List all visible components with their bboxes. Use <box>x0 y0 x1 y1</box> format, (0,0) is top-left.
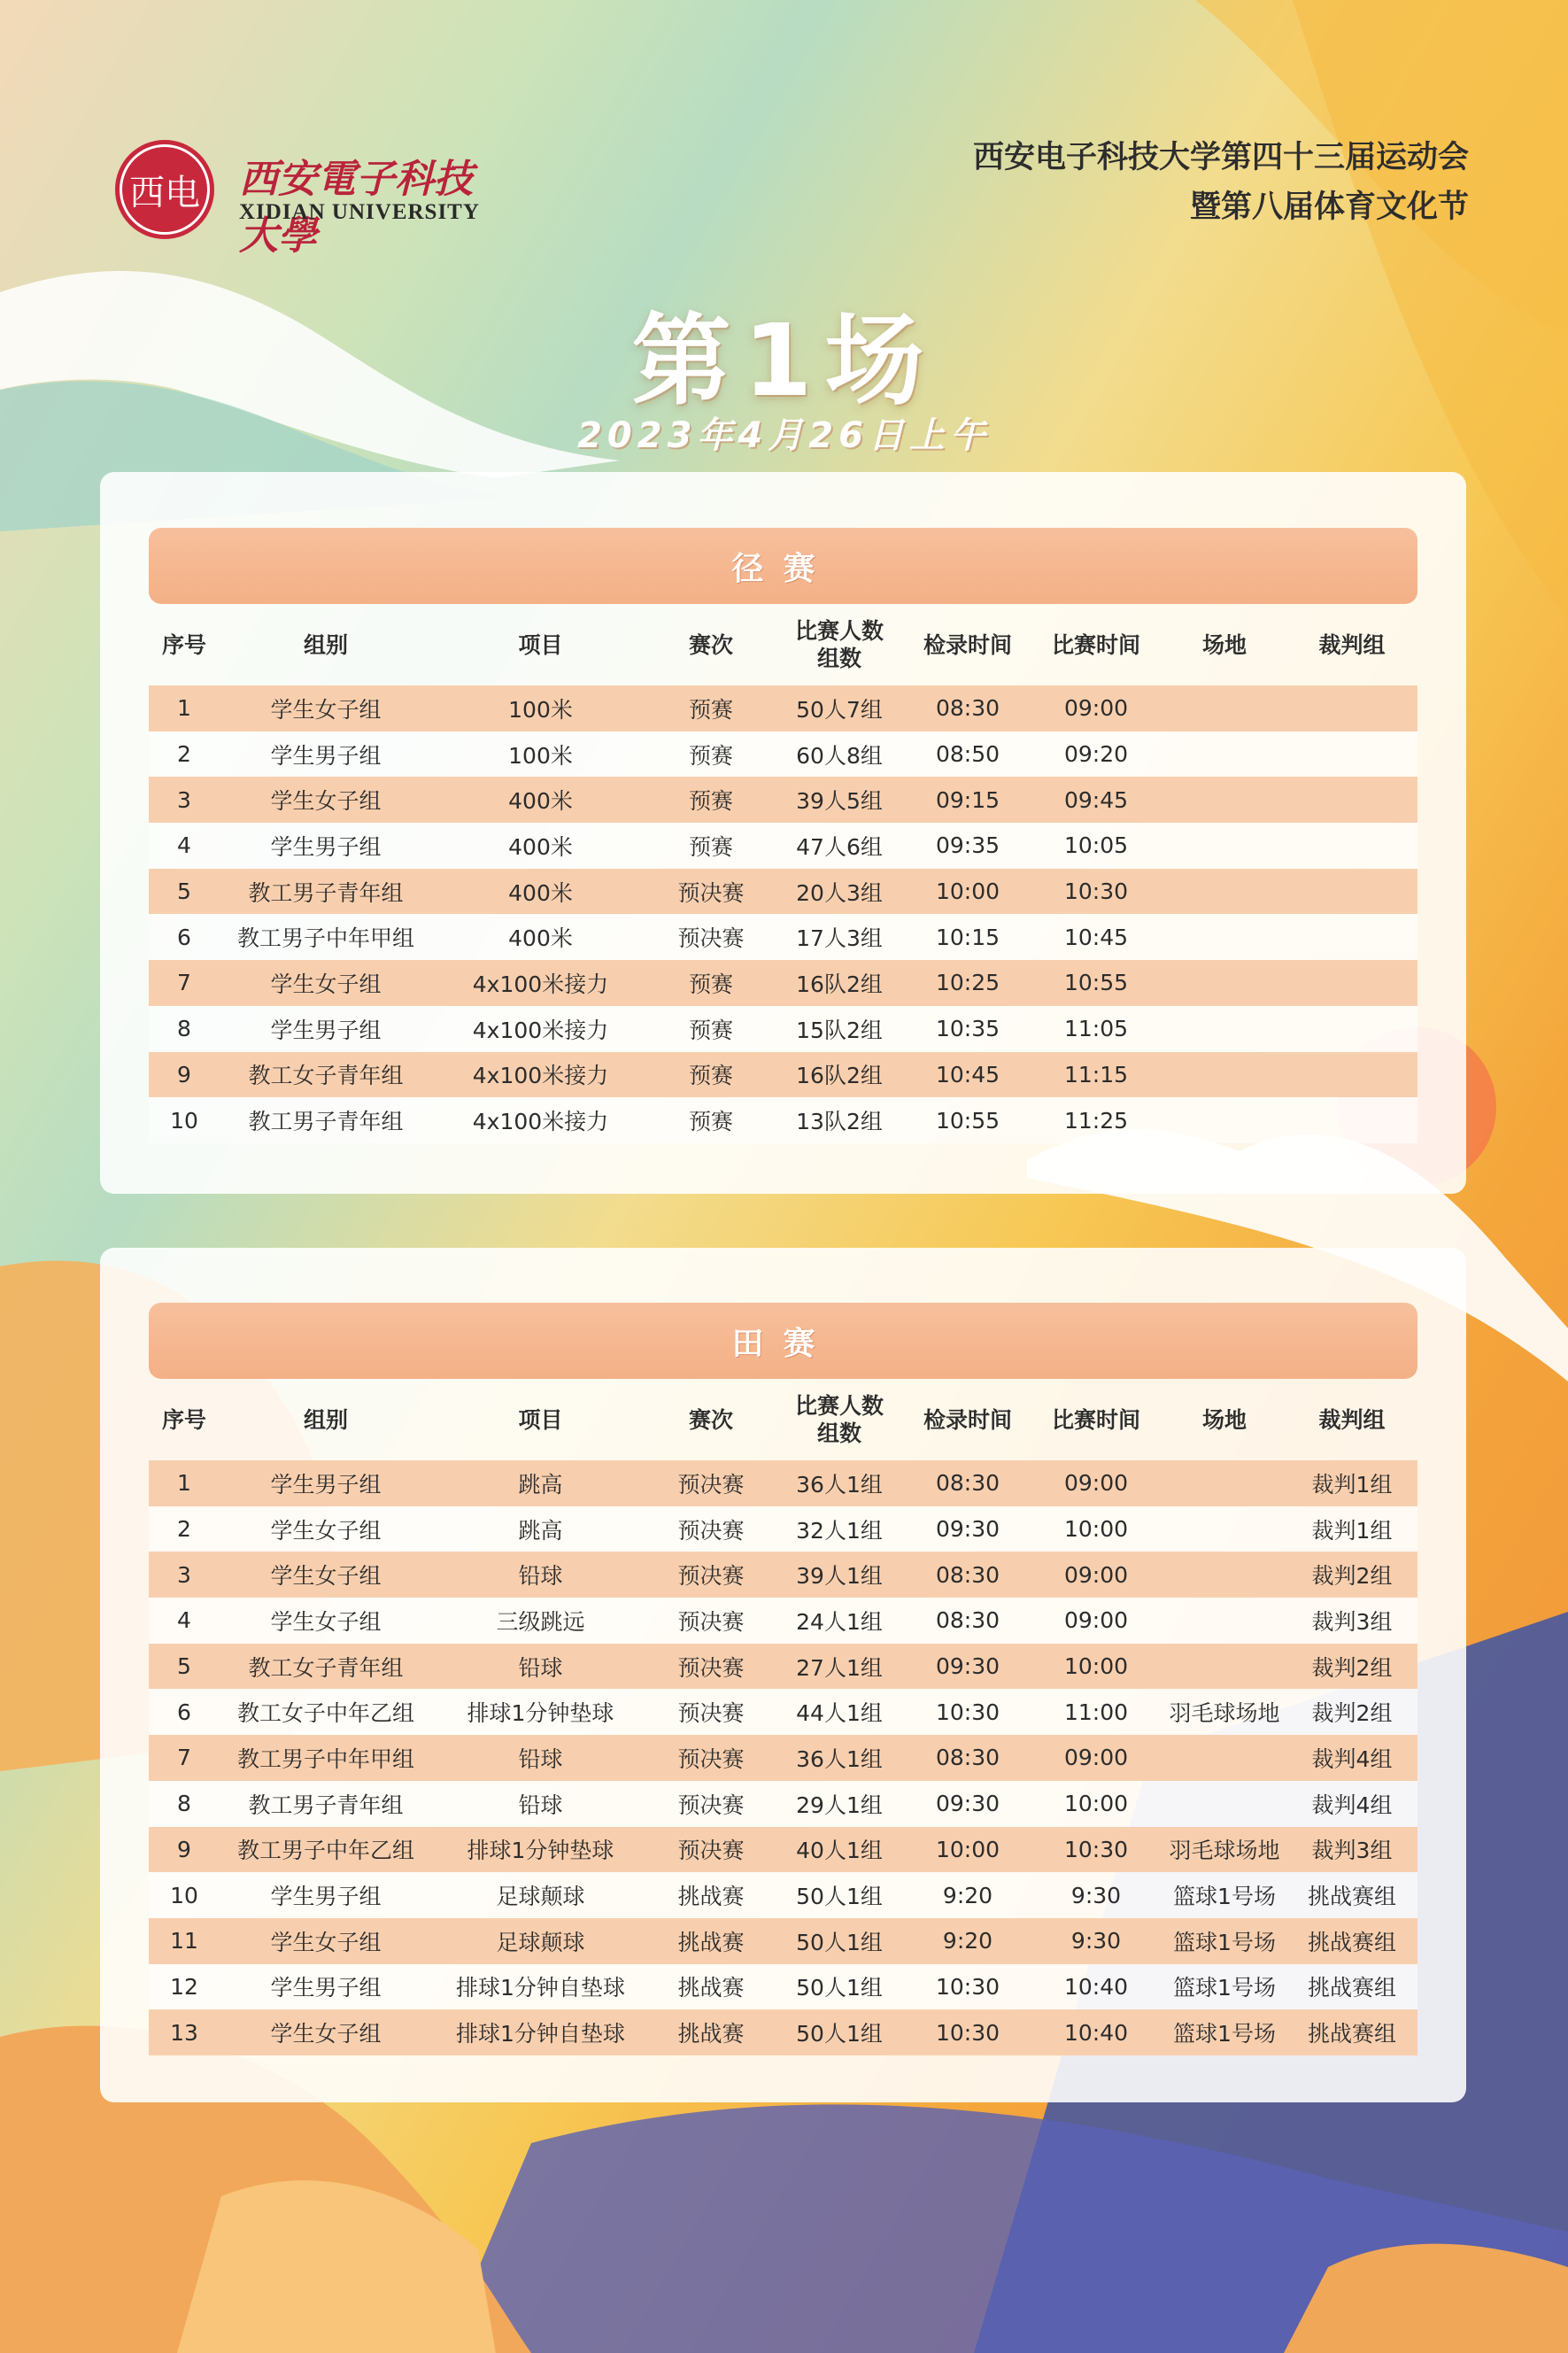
session-title: 第1场 <box>631 304 937 419</box>
col-venue-cell <box>1162 960 1286 1006</box>
col-count-cell: 50人1组 <box>773 1872 906 1918</box>
col-round-cell: 预赛 <box>649 823 773 869</box>
col-checkin-time-cell: 10:30 <box>906 2009 1030 2055</box>
col-event-cell: 400米 <box>432 777 649 823</box>
col-count-cell: 50人1组 <box>773 1964 906 2010</box>
col-start-time-cell: 09:20 <box>1030 731 1162 778</box>
col-count-cell: 13队2组 <box>773 1097 906 1143</box>
col-start-time-cell: 09:00 <box>1030 685 1162 731</box>
col-event-cell: 铅球 <box>432 1644 649 1690</box>
col-round-header: 赛次 <box>688 1406 733 1433</box>
col-venue-cell <box>1162 685 1286 731</box>
col-checkin-time-cell: 10:35 <box>906 1006 1030 1052</box>
col-count-cell: 27人1组 <box>773 1644 906 1690</box>
col-index-cell: 7 <box>149 1735 220 1781</box>
col-group-cell: 学生女子组 <box>220 960 432 1006</box>
col-venue-cell <box>1162 869 1286 915</box>
col-checkin-time-cell: 08:30 <box>906 1735 1030 1781</box>
col-event-cell: 4x100米接力 <box>432 1097 649 1143</box>
col-count-cell: 16队2组 <box>773 1052 906 1098</box>
col-start-time-cell: 11:25 <box>1030 1097 1162 1143</box>
col-index-cell: 2 <box>149 731 220 778</box>
table-row <box>149 1827 1417 1873</box>
col-start-time-header: 比赛时间 <box>1051 631 1140 658</box>
col-group-cell: 学生男子组 <box>220 1964 432 2010</box>
track-events-card <box>100 472 1466 1194</box>
col-count-cell: 29人1组 <box>773 1781 906 1827</box>
col-judges-cell: 裁判1组 <box>1286 1506 1417 1552</box>
col-round-cell: 预赛 <box>649 1097 773 1143</box>
col-count-cell: 32人1组 <box>773 1506 906 1552</box>
col-round-cell: 预决赛 <box>649 1506 773 1552</box>
col-round-cell: 预决赛 <box>649 1781 773 1827</box>
col-judges-cell <box>1286 914 1417 960</box>
col-count-cell: 47人6组 <box>773 823 906 869</box>
col-group-cell: 学生女子组 <box>220 777 432 823</box>
col-index-cell: 7 <box>149 960 220 1006</box>
col-round-cell: 预决赛 <box>649 1552 773 1598</box>
col-venue-cell <box>1162 823 1286 869</box>
col-round-cell: 预决赛 <box>649 1598 773 1644</box>
col-judges-header: 裁判组 <box>1318 1406 1386 1433</box>
col-count-cell: 60人8组 <box>773 731 906 778</box>
event-title-line2: 暨第八届体育文化节 <box>1189 190 1469 225</box>
col-count-cell: 39人1组 <box>773 1552 906 1598</box>
col-judges-cell: 挑战赛组 <box>1286 1964 1417 2010</box>
track-section-heading: 径赛 <box>149 528 1417 604</box>
col-event-cell: 跳高 <box>432 1460 649 1506</box>
col-event-cell: 排球1分钟自垫球 <box>432 2009 649 2055</box>
col-venue-cell <box>1162 1460 1286 1506</box>
col-index-cell: 10 <box>149 1097 220 1143</box>
table-row <box>149 2009 1417 2055</box>
col-venue-cell <box>1162 731 1286 778</box>
col-checkin-time-cell: 10:30 <box>906 1689 1030 1735</box>
col-index-header: 序号 <box>161 1406 206 1433</box>
table-row <box>149 1781 1417 1827</box>
col-checkin-time-cell: 10:00 <box>906 869 1030 915</box>
col-event-cell: 足球颠球 <box>432 1872 649 1918</box>
col-index-cell: 4 <box>149 823 220 869</box>
col-venue-cell: 篮球1号场 <box>1162 2009 1286 2055</box>
col-round-cell: 挑战赛 <box>649 1964 773 2010</box>
col-event-cell: 400米 <box>432 869 649 915</box>
col-judges-header: 裁判组 <box>1318 631 1386 658</box>
col-checkin-time-cell: 10:15 <box>906 914 1030 960</box>
table-row <box>149 685 1417 731</box>
col-venue-cell <box>1162 1006 1286 1052</box>
table-header-row <box>149 1379 1417 1460</box>
session-date: 2023年4月26日上午 <box>577 415 991 456</box>
col-index-cell: 5 <box>149 1644 220 1690</box>
field-schedule-table <box>149 1379 1417 2055</box>
logo-english-name: XIDIAN UNIVERSITY <box>239 200 480 224</box>
col-event-cell: 400米 <box>432 914 649 960</box>
col-judges-cell <box>1286 1097 1417 1143</box>
col-judges-cell: 裁判4组 <box>1286 1735 1417 1781</box>
col-checkin-time-cell: 09:30 <box>906 1781 1030 1827</box>
col-event-cell: 铅球 <box>432 1735 649 1781</box>
col-checkin-time-cell: 08:30 <box>906 1552 1030 1598</box>
col-start-time-cell: 10:30 <box>1030 1827 1162 1873</box>
col-event-cell: 铅球 <box>432 1552 649 1598</box>
col-group-cell: 教工男子青年组 <box>220 1097 432 1143</box>
col-checkin-time-cell: 08:30 <box>906 1460 1030 1506</box>
col-venue-cell <box>1162 777 1286 823</box>
col-judges-cell: 裁判2组 <box>1286 1644 1417 1690</box>
col-judges-cell: 裁判3组 <box>1286 1827 1417 1873</box>
col-start-time-cell: 9:30 <box>1030 1872 1162 1918</box>
col-round-cell: 预赛 <box>649 777 773 823</box>
col-group-cell: 教工女子青年组 <box>220 1052 432 1098</box>
col-start-time-cell: 09:00 <box>1030 1598 1162 1644</box>
col-checkin-time-cell: 09:30 <box>906 1506 1030 1552</box>
col-checkin-time-cell: 08:30 <box>906 1598 1030 1644</box>
col-count-cell: 36人1组 <box>773 1735 906 1781</box>
col-count-cell: 44人1组 <box>773 1689 906 1735</box>
col-event-cell: 100米 <box>432 685 649 731</box>
col-count-header: 比赛人数 组数 <box>794 1393 884 1446</box>
col-group-cell: 学生男子组 <box>220 1872 432 1918</box>
col-group-cell: 教工男子中年甲组 <box>220 914 432 960</box>
col-start-time-cell: 11:15 <box>1030 1052 1162 1098</box>
col-round-cell: 挑战赛 <box>649 1872 773 1918</box>
col-start-time-cell: 10:40 <box>1030 1964 1162 2010</box>
col-checkin-time-header: 检录时间 <box>923 1406 1012 1433</box>
col-start-time-cell: 9:30 <box>1030 1918 1162 1964</box>
col-event-cell: 4x100米接力 <box>432 1006 649 1052</box>
table-row <box>149 1735 1417 1781</box>
table-row <box>149 960 1417 1006</box>
col-event-cell: 足球颠球 <box>432 1918 649 1964</box>
col-index-cell: 9 <box>149 1052 220 1098</box>
col-event-header: 项目 <box>518 631 563 658</box>
col-round-header: 赛次 <box>688 631 733 658</box>
col-venue-cell <box>1162 1781 1286 1827</box>
table-row <box>149 1506 1417 1552</box>
col-group-cell: 教工男子青年组 <box>220 1781 432 1827</box>
col-count-cell: 36人1组 <box>773 1460 906 1506</box>
col-round-cell: 挑战赛 <box>649 1918 773 1964</box>
col-count-cell: 39人5组 <box>773 777 906 823</box>
col-checkin-time-cell: 9:20 <box>906 1918 1030 1964</box>
col-round-cell: 预决赛 <box>649 869 773 915</box>
col-judges-cell <box>1286 960 1417 1006</box>
col-group-cell: 教工男子中年乙组 <box>220 1827 432 1873</box>
col-start-time-cell: 10:05 <box>1030 823 1162 869</box>
col-round-cell: 预决赛 <box>649 1644 773 1690</box>
col-group-header: 组别 <box>303 1406 348 1433</box>
col-checkin-time-cell: 10:45 <box>906 1052 1030 1098</box>
col-round-cell: 预决赛 <box>649 1827 773 1873</box>
col-venue-cell <box>1162 914 1286 960</box>
col-start-time-cell: 10:00 <box>1030 1506 1162 1552</box>
col-group-cell: 学生女子组 <box>220 1552 432 1598</box>
col-checkin-time-cell: 09:30 <box>906 1644 1030 1690</box>
col-judges-cell: 裁判4组 <box>1286 1781 1417 1827</box>
col-group-cell: 学生女子组 <box>220 2009 432 2055</box>
col-count-cell: 17人3组 <box>773 914 906 960</box>
col-index-cell: 5 <box>149 869 220 915</box>
col-index-cell: 12 <box>149 1964 220 2010</box>
col-checkin-time-cell: 10:25 <box>906 960 1030 1006</box>
col-index-header: 序号 <box>161 631 206 658</box>
table-row <box>149 1964 1417 2010</box>
col-index-cell: 1 <box>149 685 220 731</box>
col-round-cell: 预赛 <box>649 1052 773 1098</box>
col-index-cell: 2 <box>149 1506 220 1552</box>
table-row <box>149 731 1417 778</box>
table-header-row <box>149 604 1417 685</box>
table-row <box>149 1006 1417 1052</box>
col-index-cell: 6 <box>149 1689 220 1735</box>
col-venue-cell <box>1162 1552 1286 1598</box>
col-group-cell: 学生女子组 <box>220 1506 432 1552</box>
col-count-cell: 50人1组 <box>773 2009 906 2055</box>
col-group-cell: 教工女子青年组 <box>220 1644 432 1690</box>
col-start-time-cell: 09:00 <box>1030 1735 1162 1781</box>
col-start-time-header: 比赛时间 <box>1051 1406 1140 1433</box>
col-venue-header: 场地 <box>1201 1406 1247 1433</box>
col-venue-cell: 篮球1号场 <box>1162 1918 1286 1964</box>
col-round-cell: 预赛 <box>649 685 773 731</box>
col-checkin-time-cell: 09:15 <box>906 777 1030 823</box>
table-row <box>149 1598 1417 1644</box>
col-count-cell: 20人3组 <box>773 869 906 915</box>
col-index-cell: 9 <box>149 1827 220 1873</box>
col-index-cell: 8 <box>149 1781 220 1827</box>
col-group-cell: 学生男子组 <box>220 823 432 869</box>
col-group-header: 组别 <box>303 631 348 658</box>
col-venue-cell <box>1162 1097 1286 1143</box>
col-index-cell: 3 <box>149 777 220 823</box>
col-start-time-cell: 10:55 <box>1030 960 1162 1006</box>
col-start-time-cell: 10:00 <box>1030 1644 1162 1690</box>
table-row <box>149 1644 1417 1690</box>
col-index-cell: 11 <box>149 1918 220 1964</box>
col-judges-cell <box>1286 731 1417 778</box>
col-group-cell: 学生男子组 <box>220 1460 432 1506</box>
table-row <box>149 1552 1417 1598</box>
table-row <box>149 1872 1417 1918</box>
col-venue-cell: 篮球1号场 <box>1162 1964 1286 2010</box>
col-index-cell: 6 <box>149 914 220 960</box>
col-start-time-cell: 10:00 <box>1030 1781 1162 1827</box>
col-index-cell: 1 <box>149 1460 220 1506</box>
event-title-line1: 西安电子科技大学第四十三届运动会 <box>972 140 1469 175</box>
table-row <box>149 1689 1417 1735</box>
col-group-cell: 学生女子组 <box>220 1598 432 1644</box>
col-venue-cell: 篮球1号场 <box>1162 1872 1286 1918</box>
col-round-cell: 预决赛 <box>649 914 773 960</box>
logo-chinese-name: 西安電子科技大學 <box>239 157 473 259</box>
col-judges-cell: 裁判2组 <box>1286 1552 1417 1598</box>
table-row <box>149 1918 1417 1964</box>
col-count-cell: 16队2组 <box>773 960 906 1006</box>
col-checkin-time-cell: 09:35 <box>906 823 1030 869</box>
col-judges-cell: 挑战赛组 <box>1286 1918 1417 1964</box>
col-group-cell: 学生女子组 <box>220 685 432 731</box>
col-start-time-cell: 11:05 <box>1030 1006 1162 1052</box>
col-start-time-cell: 09:00 <box>1030 1460 1162 1506</box>
table-row <box>149 1460 1417 1506</box>
col-group-cell: 教工男子中年甲组 <box>220 1735 432 1781</box>
col-count-cell: 50人1组 <box>773 1918 906 1964</box>
col-round-cell: 预决赛 <box>649 1460 773 1506</box>
col-checkin-time-cell: 10:00 <box>906 1827 1030 1873</box>
col-judges-cell <box>1286 1052 1417 1098</box>
col-round-cell: 预决赛 <box>649 1735 773 1781</box>
col-judges-cell <box>1286 685 1417 731</box>
col-event-cell: 跳高 <box>432 1506 649 1552</box>
col-event-header: 项目 <box>518 1406 563 1433</box>
col-index-cell: 4 <box>149 1598 220 1644</box>
col-start-time-cell: 09:00 <box>1030 1552 1162 1598</box>
col-group-cell: 教工男子青年组 <box>220 869 432 915</box>
col-round-cell: 预赛 <box>649 960 773 1006</box>
col-judges-cell <box>1286 777 1417 823</box>
col-venue-cell: 羽毛球场地 <box>1162 1827 1286 1873</box>
table-row <box>149 823 1417 869</box>
col-event-cell: 100米 <box>432 731 649 778</box>
col-event-cell: 排球1分钟自垫球 <box>432 1964 649 2010</box>
col-judges-cell: 裁判2组 <box>1286 1689 1417 1735</box>
col-checkin-time-cell: 10:55 <box>906 1097 1030 1143</box>
col-count-cell: 15队2组 <box>773 1006 906 1052</box>
table-row <box>149 869 1417 915</box>
col-index-cell: 3 <box>149 1552 220 1598</box>
col-start-time-cell: 10:40 <box>1030 2009 1162 2055</box>
col-round-cell: 预赛 <box>649 1006 773 1052</box>
col-venue-cell: 羽毛球场地 <box>1162 1689 1286 1735</box>
col-group-cell: 学生男子组 <box>220 1006 432 1052</box>
col-checkin-time-cell: 08:50 <box>906 731 1030 778</box>
col-start-time-cell: 09:45 <box>1030 777 1162 823</box>
col-group-cell: 学生男子组 <box>220 731 432 778</box>
table-row <box>149 914 1417 960</box>
event-title <box>973 133 1469 232</box>
col-group-cell: 学生女子组 <box>220 1918 432 1964</box>
col-round-cell: 预赛 <box>649 731 773 778</box>
university-logo <box>115 140 496 259</box>
col-event-cell: 排球1分钟垫球 <box>432 1827 649 1873</box>
col-round-cell: 挑战赛 <box>649 2009 773 2055</box>
table-row <box>149 1052 1417 1098</box>
field-section-heading: 田赛 <box>149 1303 1417 1379</box>
col-venue-cell <box>1162 1506 1286 1552</box>
col-venue-cell <box>1162 1052 1286 1098</box>
col-judges-cell: 挑战赛组 <box>1286 2009 1417 2055</box>
col-venue-cell <box>1162 1598 1286 1644</box>
col-round-cell: 预决赛 <box>649 1689 773 1735</box>
col-count-cell: 24人1组 <box>773 1598 906 1644</box>
col-group-cell: 教工女子中年乙组 <box>220 1689 432 1735</box>
col-start-time-cell: 10:30 <box>1030 869 1162 915</box>
university-seal-icon <box>115 140 214 239</box>
col-judges-cell <box>1286 1006 1417 1052</box>
col-count-header: 比赛人数 组数 <box>794 618 884 671</box>
col-start-time-cell: 11:00 <box>1030 1689 1162 1735</box>
col-event-cell: 4x100米接力 <box>432 960 649 1006</box>
table-row <box>149 1097 1417 1143</box>
col-event-cell: 铅球 <box>432 1781 649 1827</box>
col-judges-cell <box>1286 823 1417 869</box>
col-judges-cell <box>1286 869 1417 915</box>
col-start-time-cell: 10:45 <box>1030 914 1162 960</box>
col-event-cell: 三级跳远 <box>432 1598 649 1644</box>
col-venue-header: 场地 <box>1201 631 1247 658</box>
col-event-cell: 排球1分钟垫球 <box>432 1689 649 1735</box>
col-checkin-time-cell: 10:30 <box>906 1964 1030 2010</box>
col-event-cell: 4x100米接力 <box>432 1052 649 1098</box>
table-row <box>149 777 1417 823</box>
col-count-cell: 40人1组 <box>773 1827 906 1873</box>
col-event-cell: 400米 <box>432 823 649 869</box>
track-schedule-table <box>149 604 1417 1143</box>
col-judges-cell: 裁判1组 <box>1286 1460 1417 1506</box>
col-checkin-time-cell: 9:20 <box>906 1872 1030 1918</box>
col-judges-cell: 裁判3组 <box>1286 1598 1417 1644</box>
col-venue-cell <box>1162 1735 1286 1781</box>
col-index-cell: 10 <box>149 1872 220 1918</box>
field-events-card <box>100 1248 1466 2102</box>
col-checkin-time-cell: 08:30 <box>906 685 1030 731</box>
col-count-cell: 50人7组 <box>773 685 906 731</box>
col-checkin-time-header: 检录时间 <box>923 631 1012 658</box>
col-index-cell: 8 <box>149 1006 220 1052</box>
col-judges-cell: 挑战赛组 <box>1286 1872 1417 1918</box>
col-venue-cell <box>1162 1644 1286 1690</box>
seal-text: 西电 <box>129 172 200 213</box>
col-index-cell: 13 <box>149 2009 220 2055</box>
